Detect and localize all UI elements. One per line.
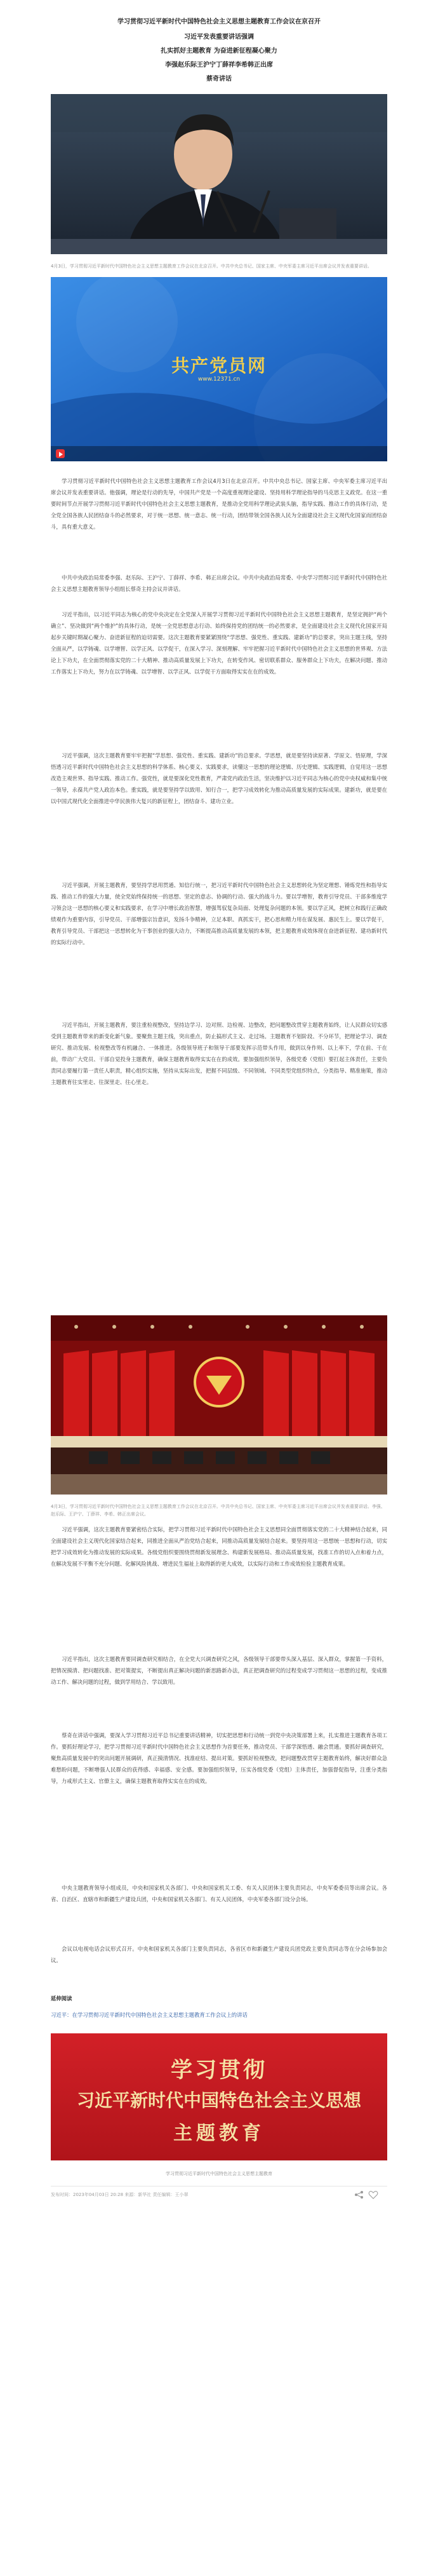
paragraph-8: 习近平指出，这次主题教育要同调查研究相结合，在全党大兴调查研究之风，各级领导干部要带头深入基层、深入群众，掌握第一手资料，把情况摸清、把问题找准、把对策提实，不断提出真正解决问题的新思路新办法，真正把调查研究的过程变成学习贯彻这一思想的过程，变成推动工作、解决问题的过程，做到学用结合、学以致用。 — [51, 1656, 387, 1685]
related-link[interactable]: 习近平：在学习贯彻习近平新时代中国特色社会主义思想主题教育工作会议上的讲话 — [51, 2012, 248, 2018]
video-player[interactable] — [51, 277, 387, 461]
banner-line-3: 主题教育 — [173, 2122, 265, 2145]
headline-sub-2: 扎实抓好主题教育 为奋进新征程凝心聚力 — [161, 48, 277, 55]
paragraph-9: 蔡奇在讲话中强调，要深入学习贯彻习近平总书记重要讲话精神，切实把思想和行动统一到党中央决策部署上来，扎实推进主题教育各项工作。要抓好理论学习，把学习贯彻习近平新时代中国特色社会主义思想作为首要任务，推动党员、干部学深悟透、融会贯通。要抓好调查研究，聚焦高质量发展中的突出问题开展调研，真正摸清情况、找准症结、提出对策。要抓好检视整改，把问题整改贯穿主题教育始终，解决好群众急难愁盼问题，不断增强人民群众的获得感、幸福感、安全感。要加强组织领导，压实各级党委（党组）主体责任，加强督促指导，注重分类指导，力戒形式主义、官僚主义，确保主题教育取得实实在在的成效。 — [51, 1732, 387, 1784]
video-brand: 共产党员网 — [171, 355, 267, 376]
video-url: www.12371.cn — [197, 376, 241, 383]
headline-main: 学习贯彻习近平新时代中国特色社会主义思想主题教育工作会议在京召开 — [117, 18, 321, 25]
theme-banner — [51, 2033, 387, 2160]
banner-line-2: 习近平新时代中国特色社会主义思想 — [76, 2090, 361, 2111]
speaker-photo-drawing — [51, 94, 387, 254]
paragraph-10: 中央主题教育领导小组成员，中央和国家机关各部门、中央和国家机关工委、有关人民团体主要负责同志，中央军委委员等出席会议。各省、自治区、直辖市和新疆生产建设兵团，中央和国家机关各部门、有关人民团体，中央军委各部门设分会场。 — [51, 1885, 387, 1902]
banner-line-1: 学习贯彻 — [171, 2057, 267, 2083]
paragraph-7: 习近平强调，这次主题教育要紧密结合实际，把学习贯彻习近平新时代中国特色社会主义思想同全面贯彻落实党的二十大精神结合起来，同全面建设社会主义现代化国家结合起来，同推进全面从严治党结合起来，同推动高质量发展结合起来。要坚持用这一思想统一思想和行动，切实把学习成效转化为推动发展的实际成果。各级党组织要围绕贯彻新发展理念、构建新发展格局、推动高质量发展，找准工作的切入点和着力点，在解决发展不平衡不充分问题、化解风险挑战、增进民生福祉上取得新的更大成效，以实际行动和工作成效检验主题教育成果。 — [51, 1526, 387, 1567]
headline-sub-4: 蔡奇讲话 — [206, 76, 232, 83]
banner-caption: 学习贯彻习近平新时代中国特色社会主义思想主题教育 — [166, 2171, 272, 2176]
paragraph-5: 习近平强调，开展主题教育，要坚持学思用贯通、知信行统一，把习近平新时代中国特色社会主义思想转化为坚定理想、锤炼党性和指导实践、推动工作的强大力量，使全党始终保持统一的思想、坚定的意志、协调的行动、强大的战斗力。要以学增智，教育引导党员、干部多维度学习领会这一思想的核心要义和实践要求，在学习中增长政治智慧，增强驾驭复杂局面、处理复杂问题的本领。要以学正风，把树立和践行正确政绩观作为重要内容，引导党员、干部增强宗旨意识，发扬斗争精神，立足本职、真抓实干，把心思和精力用在谋发展、惠民生上。要以学促干，教育引导党员、干部把这一思想转化为干事创业的强大动力，不断提高推动高质量发展的本领，把主题教育成效体现在奋进新征程、建功新时代的实际行动中。 — [51, 882, 387, 946]
paragraph-1: 学习贯彻习近平新时代中国特色社会主义思想主题教育工作会议4月3日在北京召开。中共中央总书记、国家主席、中央军委主席习近平出席会议并发表重要讲话。他强调，理论是行动的先导，中国共产党是一个高度重视理论建设、坚持用科学理论指导的马克思主义政党。在这一重要时间节点开展学习贯彻习近平新时代中国特色社会主义思想主题教育，是推动全党用科学理论武装头脑，指导实践、推动工作的具体行动，是全党全国各族人民团结奋斗的必然要求，对于统一思想、统一意志、统一行动，团结带领全国各族人民为全面建设社会主义现代化国家而团结奋斗，具有重大意义。 — [51, 478, 387, 530]
paragraph-4: 习近平强调，这次主题教育要牢牢把握“学思想、强党性、重实践、建新功”的总要求。学思想，就是要坚持读原著、学原文、悟原理，学深悟透习近平新时代中国特色社会主义思想的科学体系、核心要义、实践要求，读懂这一思想的理论逻辑、历史逻辑、实践逻辑，自觉用这一思想改造主观世界、指导实践、推动工作。强党性，就是要深化党性教育，严肃党内政治生活，坚决维护以习近平同志为核心的党中央权威和集中统一领导，永葆共产党人政治本色。重实践，就是要坚持学以致用、知行合一，把学习成效转化为推动高质量发展的实际成果。建新功，就是要在以中国式现代化全面推进中华民族伟大复兴的新征程上，团结奋斗、建功立业。 — [51, 752, 387, 804]
photo-caption-2: 4月3日，学习贯彻习近平新时代中国特色社会主义思想主题教育工作会议在北京召开。中共中央总书记、国家主席、中央军委主席习近平出席会议并发表重要讲话。李强、赵乐际、王沪宁、丁薛祥、李希、韩正出席会议。 — [51, 1504, 385, 1517]
video-control-bar — [51, 446, 387, 461]
photo-caption-1: 4月3日，学习贯彻习近平新时代中国特色社会主义思想主题教育工作会议在北京召开。中共中央总书记、国家主席、中央军委主席习近平出席会议并发表重要讲话。 — [51, 264, 372, 269]
speaker-photo — [51, 94, 387, 254]
like-icon[interactable] — [368, 2190, 378, 2199]
play-icon[interactable] — [56, 449, 65, 458]
paragraph-2: 中共中央政治局常委李强、赵乐际、王沪宁、丁薛祥、李希、韩正出席会议。中共中央政治局常委、中央学习贯彻习近平新时代中国特色社会主义思想主题教育领导小组组长蔡奇主持会议并讲话。 — [51, 574, 387, 592]
paragraph-6: 习近平指出，开展主题教育，要注重检视整改，坚持边学习、边对照、边检视、边整改，把问题整改贯穿主题教育始终，让人民群众切实感受到主题教育带来的新变化新气象。要聚焦主题主线，突出重点，防止搞形式主义、走过场。主题教育不划阶段、不分环节，把理论学习、调查研究、推动发展、检视整改等有机融合、一体推进。各级领导班子和领导干部要发挥示范带头作用，做到以身作则、以上率下，学在前、干在前，带动广大党员、干部自觉投身主题教育，确保主题教育取得实实在在的成效。要加强组织领导，各级党委（党组）要扛起主体责任，主要负责同志要履行第一责任人职责，精心组织实施，坚持从实际出发，把握不同层级、不同领域、不同类型党组织特点，分类指导、精准施策，推动主题教育往实里走、往深里走、往心里走。 — [51, 1022, 387, 1085]
conference-photo — [51, 1315, 387, 1495]
paragraph-3: 习近平指出，以习近平同志为核心的党中央决定在全党深入开展学习贯彻习近平新时代中国特色社会主义思想主题教育，是坚定拥护“两个确立”、坚决做到“两个维护”的具体行动，是统一全党思想意志行动、始终保持党的团结统一的必然要求，是全面建设社会主义现代化国家开局起步关键时期凝心聚力、奋进新征程的迫切需要。这次主题教育要紧紧围绕“学思想、强党性、重实践、建新功”的总要求，突出主题主线，坚持全面从严，以学铸魂、以学增智、以学正风、以学促干，在深入学习、深刻理解、牢牢把握习近平新时代中国特色社会主义思想的世界观、方法论上下功夫，在全面贯彻落实党的二十大精神、推动高质量发展上下功夫，在转变作风、密切联系群众、服务群众上下功夫，在解决问题、推动工作落实上下功夫，努力在以学铸魂、以学增智、以学正风、以学促干方面取得实实在在的成效。 — [51, 611, 387, 675]
headline-sub-3: 李强赵乐际王沪宁丁薛祥李希韩正出席 — [165, 62, 273, 69]
article-meta: 发布时间：2023年04月03日 20:28 来源：新华社 责任编辑：王小翠 — [51, 2192, 189, 2197]
related-heading: 延伸阅读 — [51, 1995, 72, 2002]
share-icon[interactable] — [354, 2190, 364, 2199]
headline-sub-1: 习近平发表重要讲话强调 — [184, 34, 254, 41]
paragraph-11: 会议以电视电话会议形式召开。中央和国家机关各部门主要负责同志，各省区市和新疆生产建设兵团党政主要负责同志等在分会场参加会议。 — [51, 1946, 387, 1963]
conference-photo-drawing — [51, 1315, 387, 1495]
